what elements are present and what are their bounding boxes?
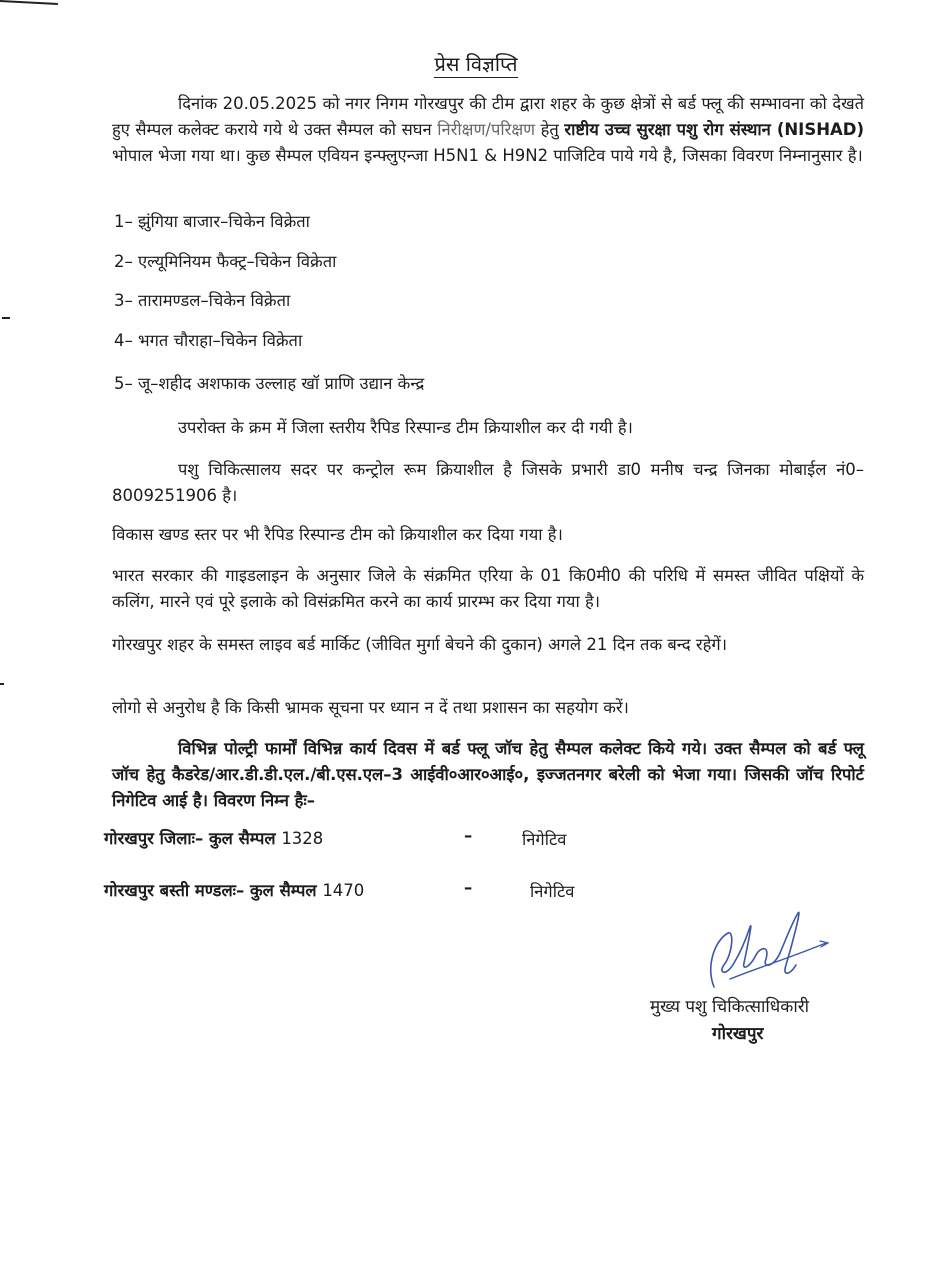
summary-count: 1328 [281,829,324,848]
summary-count: 1470 [322,881,365,900]
summary-label: गोरखपुर बस्ती मण्डलः– कुल सैम्पल [104,881,323,900]
location-item: 4– भगत चौराहा–चिकेन विक्रेता [114,331,303,350]
summary-dash: – [464,826,473,845]
market-closure-paragraph: गोरखपुर शहर के समस्त लाइव बर्ड मार्किट (जीवित मुर्गा बेचने की दुकान) अगले 21 दिन तक बन्द रहेगें। [112,635,727,654]
control-room-paragraph: पशु चिकित्सालय सदर पर कन्ट्रोल रूम क्रियाशील है जिसके प्रभारी डा0 मनीष चन्द्र जिनका मोबाईल नं0–8009251906 है। [112,460,864,505]
location-item: 2– एल्यूमिनियम फैक्ट्र–चिकेन विक्रेता [114,252,337,271]
scan-edge-mark [2,317,10,319]
location-item: 5– जू–शहीद अशफाक उल्लाह खॉ प्राणि उद्यान केन्द्र [114,374,425,393]
summary-label: गोरखपुर जिलाः– कुल सैम्पल [104,829,282,848]
poultry-testing-paragraph: विभिन्न पोल्ट्री फार्मों विभिन्न कार्य दिवस में बर्ड फ्लू जॉच हेतु सैम्पल कलेक्ट किये गये। उक्त सैम्पल को बर्ड फ्लू जॉच हेतु कैडरेड/आर.डी.डी.एल./बी.एस.एल–3 आईवी०आर०आई०, इज्जतनगर बरेली को भेजा गया। जिसकी जॉच रिपोर्ट निगेटिव आई है। विवरण निम्न हैः– [112,739,864,810]
summary-row-district [104,826,323,849]
rapid-team-block-paragraph: विकास खण्ड स्तर पर भी रैपिड रिस्पान्ड टीम को क्रियाशील कर दिया गया है। [112,525,563,544]
guideline-paragraph: भारत सरकार की गाइडलाइन के अनुसार जिले के संक्रमित एरिया के 01 कि0मी0 की परिधि में समस्त जीवित पक्षियों के कलिंग, मारने एवं पूरे इलाके को विसंक्रमित करने का कार्य प्रारम्भ कर दिया गया है। [112,566,864,611]
page-title: प्रेस विज्ञप्ति [434,52,518,76]
summary-result: निगेटिव [530,882,575,901]
signatory-designation: मुख्य पशु चिकित्साधिकारी [650,997,810,1017]
scan-edge-mark [0,0,58,5]
summary-dash: – [464,878,473,897]
summary-result: निगेटिव [522,830,567,849]
signature-image [700,905,835,995]
scan-edge-mark [0,683,4,685]
summary-row-division [104,878,364,901]
signatory-place: गोरखपुर [712,1024,764,1044]
location-item: 3– तारामण्डल–चिकेन विक्रेता [114,291,291,310]
rapid-team-district-paragraph: उपरोक्त के क्रम में जिला स्तरीय रैपिड रिस्पान्ड टीम क्रियाशील कर दी गयी है। [178,418,633,437]
location-item: 1– झुंगिया बाजार–चिकेन विक्रेता [114,212,310,231]
intro-paragraph: दिनांक 20.05.2025 को नगर निगम गोरखपुर की टीम द्वारा शहर के कुछ क्षेत्रों से बर्ड फ्लू की सम्भावना को देखते हुए सैम्पल कलेक्ट कराये गये थे उक्त सैम्पल को सघन निरीक्षण/परिक्षण हेतु राष्टीय उच्च सुरक्षा पशु रोग संस्थान (NISHAD) भोपाल भेजा गया था। कुछ सैम्पल एवियन इन्फ्लुएन्जा H5N1 & H9N2 पाजिटिव पाये गये है, जिसका विवरण निम्नानुसार है। [112,94,865,165]
appeal-paragraph: लोगो से अनुरोध है कि किसी भ्रामक सूचना पर ध्यान न दें तथा प्रशासन का सहयोग करें। [112,698,629,717]
